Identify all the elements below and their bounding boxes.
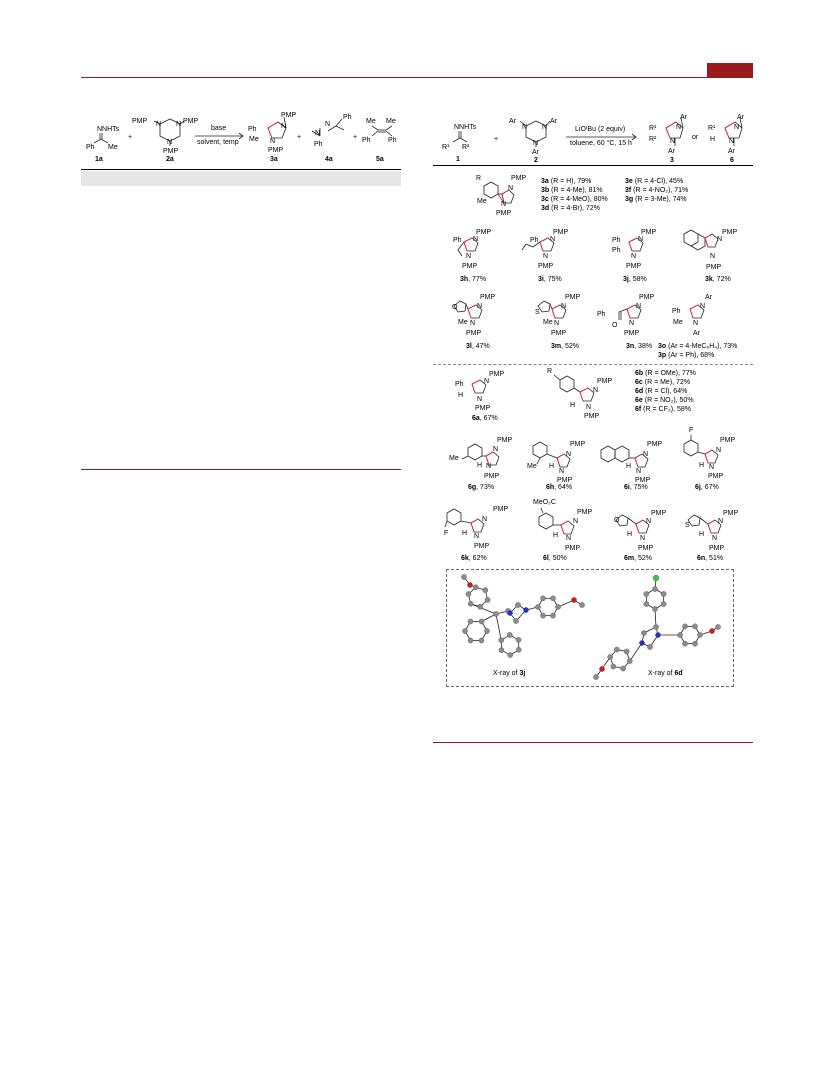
xray-atom	[682, 641, 687, 646]
table-header-row	[81, 171, 401, 186]
ester-label: MeO₂C	[533, 499, 556, 506]
xray-atom	[478, 604, 483, 609]
n-atom: N	[167, 139, 173, 146]
xray-atom	[540, 596, 545, 601]
xray-atom	[608, 654, 613, 659]
compound-label-1: 1	[456, 156, 460, 163]
pmp-label: PMP	[706, 264, 722, 271]
compound-caption: 3k, 72%	[705, 276, 731, 283]
me-label: Me	[366, 118, 376, 125]
structure-3k	[680, 226, 726, 266]
xray-atom	[516, 647, 521, 652]
pmp-label: PMP	[641, 229, 657, 236]
pmp-label: PMP	[489, 371, 505, 378]
hydrazone-group: NNHTs	[97, 126, 120, 133]
n-atom: N	[670, 138, 676, 145]
plus-sign: +	[128, 134, 133, 141]
ph-label: Ph	[530, 237, 539, 244]
n-atom: N	[709, 464, 715, 471]
compound-caption: 6n, 51%	[697, 555, 724, 562]
structure-3i	[520, 232, 564, 264]
pmp-label: PMP	[647, 441, 663, 448]
sulfur-atom: S	[685, 522, 690, 529]
r1-label: R¹	[649, 125, 657, 132]
ph-label: Ph	[612, 237, 621, 244]
xray-atom	[697, 632, 702, 637]
xray-atom	[644, 591, 649, 596]
xray-atom	[677, 632, 682, 637]
compound-caption: 6g, 73%	[468, 484, 495, 491]
r2-label: R²	[462, 144, 470, 151]
note-line: 3p (Ar = Ph), 68%	[658, 352, 715, 359]
ar-label: Ar	[680, 114, 687, 121]
n-atom: N	[631, 253, 637, 260]
xray-atom	[468, 638, 473, 643]
r1-label: R¹	[708, 125, 716, 132]
pmp-label: PMP	[624, 330, 640, 337]
table-top-rule	[81, 169, 401, 170]
series3-note: 3e (R = 4-Cl), 45%	[625, 178, 684, 185]
n-atom: N	[543, 253, 549, 260]
ar-label: Ar	[705, 294, 712, 301]
h-label: H	[699, 462, 705, 469]
series3-note-list	[541, 177, 608, 213]
pmp-label: PMP	[183, 118, 199, 125]
n-atom: N	[643, 451, 649, 458]
xray-atom	[639, 640, 644, 645]
xray-atom	[507, 632, 512, 637]
xray-atom	[682, 624, 687, 629]
plus-sign: +	[494, 136, 499, 143]
n-atom: N	[729, 138, 735, 145]
compound-caption: 3n, 38%	[626, 343, 653, 350]
n-atom: N	[542, 124, 548, 131]
xray-atom	[624, 649, 629, 654]
n-atom: N	[593, 387, 599, 394]
xray-atom	[653, 624, 658, 629]
sulfur-atom: S	[535, 309, 540, 316]
series3-note: 3b (R = 4-Me), 81%	[541, 187, 603, 194]
xray-atom	[627, 658, 632, 663]
compound-caption: 6l, 50%	[543, 555, 567, 562]
xray-atom	[484, 628, 489, 633]
n-atom: N	[710, 253, 716, 260]
compound-caption: 6i, 75%	[624, 484, 648, 491]
h-label: H	[553, 532, 559, 539]
xray-structures	[446, 569, 734, 687]
h-label: H	[458, 392, 464, 399]
pmp-label: PMP	[597, 378, 613, 385]
xray-atom	[579, 602, 584, 607]
n-atom: N	[734, 124, 740, 131]
ph-label: Ph	[362, 137, 371, 144]
pmp-label: PMP	[708, 473, 724, 480]
xray-atom	[466, 591, 471, 596]
h-label: H	[626, 463, 632, 470]
compound-caption: 6m, 52%	[624, 555, 653, 562]
ph-label: Ph	[343, 114, 352, 121]
series6-note: 6b (R = OMe), 77%	[635, 370, 696, 377]
ph-label: Ph	[672, 308, 681, 315]
ph-label: Ph	[388, 137, 397, 144]
compound-label-6: 6	[730, 157, 734, 164]
pmp-label: PMP	[268, 147, 284, 154]
n-atom: N	[554, 320, 560, 327]
xray-atom	[571, 597, 576, 602]
xray-atom	[499, 648, 504, 653]
fluorine-label: F	[689, 427, 694, 434]
series6-note: 6d (R = Cl), 64%	[635, 388, 688, 395]
pmp-label: PMP	[557, 477, 573, 484]
n-atom: N	[700, 303, 706, 310]
n-atom: N	[533, 140, 539, 147]
xray-atom	[483, 588, 488, 593]
n-atom: N	[281, 123, 287, 130]
h-label: H	[570, 402, 576, 409]
structure-6k	[441, 505, 493, 545]
h-label: H	[699, 531, 705, 538]
pmp-label: PMP	[722, 229, 738, 236]
n-atom: N	[156, 121, 162, 128]
xray-atom	[652, 606, 657, 611]
n-atom: N	[566, 535, 572, 542]
series3-note: 3a (R = H), 79%	[541, 178, 592, 185]
n-atom: N	[486, 463, 492, 470]
compound-caption: 3h, 77%	[460, 276, 487, 283]
n-atom: N	[470, 320, 476, 327]
section-divider	[433, 742, 753, 743]
xray-atom	[479, 619, 484, 624]
me-label: Me	[477, 198, 487, 205]
xray-atom	[621, 666, 626, 671]
plus-sign: +	[353, 134, 358, 141]
xray-atom	[473, 585, 478, 590]
xray-atom	[593, 674, 598, 679]
xray-atom	[644, 601, 649, 606]
n-atom: N	[477, 396, 483, 403]
ph-label: Ph	[248, 126, 257, 133]
xray-atom	[653, 575, 659, 581]
pmp-label: PMP	[553, 229, 569, 236]
pmp-label: PMP	[639, 294, 655, 301]
me-label: Me	[386, 118, 396, 125]
compound-caption: 3l, 47%	[466, 343, 490, 350]
pmp-label: PMP	[551, 330, 567, 337]
n-atom: N	[640, 535, 646, 542]
pmp-label: PMP	[626, 263, 642, 270]
n-atom: N	[693, 320, 699, 327]
pmp-label: PMP	[493, 506, 509, 513]
xray-atom	[508, 652, 513, 657]
ar-label: Ar	[550, 118, 557, 125]
n-atom: N	[559, 468, 565, 475]
pmp-label: PMP	[565, 545, 581, 552]
n-atom: N	[501, 201, 507, 208]
series3-note: 3g (R = 3-Me), 74%	[625, 196, 687, 203]
series3-note: 3d (R = 4-Br), 72%	[541, 205, 600, 212]
pmp-label: PMP	[475, 405, 491, 412]
n-atom: N	[636, 468, 642, 475]
pmp-label: PMP	[480, 294, 496, 301]
xray-atom	[647, 644, 652, 649]
pmp-label: PMP	[565, 294, 581, 301]
pmp-label: PMP	[462, 263, 478, 270]
n-atom: N	[522, 124, 528, 131]
me-label: Me	[543, 319, 553, 326]
xray-caption-3j: X-ray of 3j	[493, 670, 526, 677]
me-label: Me	[108, 144, 118, 151]
compound-label-3: 3	[670, 157, 674, 164]
n-atom: N	[325, 121, 331, 128]
ph-label: Ph	[314, 141, 323, 148]
section-divider-dashed	[433, 364, 753, 365]
compound-label-2a: 2a	[166, 156, 174, 163]
xray-caption-6d: X-ray of 6d	[648, 670, 683, 677]
series3-note: 3f (R = 4-NO₂), 71%	[625, 187, 689, 194]
compound-label-4a: 4a	[325, 156, 333, 163]
ar-label: Ar	[728, 148, 735, 155]
pmp-label: PMP	[570, 441, 586, 448]
h-label: H	[549, 463, 555, 470]
ph-label: Ph	[453, 237, 462, 244]
compound-caption: 3i, 75%	[538, 276, 562, 283]
series6-note: 6c (R = Me), 72%	[635, 379, 691, 386]
n-atom: N	[550, 236, 556, 243]
structure-6m	[612, 510, 656, 546]
ph-label: Ph	[612, 247, 621, 254]
xray-atom	[479, 638, 484, 643]
oxygen-atom: O	[452, 304, 458, 311]
me-label: Me	[249, 136, 259, 143]
h-label: H	[462, 530, 468, 537]
n-atom: N	[566, 451, 572, 458]
me-label: Me	[673, 319, 683, 326]
fluorine-label: F	[444, 530, 449, 537]
xray-atom	[692, 624, 697, 629]
xray-atom	[652, 586, 657, 591]
oxygen-atom: O	[612, 322, 618, 329]
arrow-top-text: LiOᵗBu (2 equiv)	[575, 126, 626, 133]
series3-note-list	[625, 177, 688, 204]
r-label: R	[476, 175, 482, 182]
n-atom: N	[477, 303, 483, 310]
xray-atom	[515, 602, 520, 607]
pmp-label: PMP	[497, 437, 513, 444]
r-label: R	[547, 368, 553, 375]
xray-atom	[599, 666, 604, 671]
n-atom: N	[473, 236, 479, 243]
n-atom: N	[315, 130, 321, 137]
series6-note-list	[635, 369, 696, 414]
ph-label: Ph	[455, 381, 464, 388]
compound-3op-notes	[658, 342, 737, 360]
plus-sign: +	[297, 134, 302, 141]
h-label: H	[710, 136, 716, 143]
page-number-tab	[707, 63, 753, 77]
n-atom: N	[573, 518, 579, 525]
pmp-label: PMP	[709, 545, 725, 552]
hydrazone-group: NNHTs	[454, 124, 477, 131]
n-atom: N	[716, 447, 722, 454]
n-atom: N	[676, 124, 682, 131]
n-atom: N	[482, 516, 488, 523]
xray-bond	[496, 614, 501, 640]
xray-atom	[540, 613, 545, 618]
structure-6n	[684, 510, 728, 546]
n-atom: N	[717, 236, 723, 243]
pmp-label: PMP	[281, 112, 297, 119]
series3-note: 3c (R = 4-MeO), 80%	[541, 196, 608, 203]
arrow-bottom-text: toluene, 60 °C, 15 h	[570, 140, 632, 147]
pmp-label: PMP	[577, 509, 593, 516]
n-atom: N	[508, 185, 514, 192]
ar-label: Ar	[737, 114, 744, 121]
xray-atom	[655, 632, 660, 637]
n-atom: N	[636, 303, 642, 310]
n-atom: N	[638, 236, 644, 243]
ar-label: Ar	[668, 148, 675, 155]
n-atom: N	[484, 378, 490, 385]
xray-atom	[461, 574, 466, 579]
pmp-label: PMP	[635, 477, 651, 484]
compound-label-5a: 5a	[376, 156, 384, 163]
n-atom: N	[646, 518, 652, 525]
xray-atom	[467, 582, 472, 587]
xray-atom	[661, 591, 666, 596]
xray-bond	[471, 604, 496, 614]
arrow-top-text: base	[211, 125, 227, 132]
compound-caption: 6k, 62%	[461, 555, 487, 562]
compound-caption: 3m, 52%	[551, 343, 580, 350]
xray-bond	[630, 643, 642, 661]
xray-atom	[661, 601, 666, 606]
ar-label: Ar	[532, 149, 539, 156]
pmp-label: PMP	[720, 437, 736, 444]
pmp-label: PMP	[474, 543, 490, 550]
pmp-label: PMP	[538, 263, 554, 270]
ar-label: Ar	[509, 118, 516, 125]
arrow-bottom-text: solvent, temp	[197, 139, 239, 146]
xray-atom	[493, 611, 498, 616]
r1-label: R¹	[442, 144, 450, 151]
h-label: H	[477, 462, 483, 469]
note-line: 3o (Ar = 4-MeC₆H₄), 73%	[658, 343, 738, 350]
xray-atom	[611, 664, 616, 669]
xray-atom	[485, 597, 490, 602]
structure-3a	[258, 112, 297, 150]
compound-caption: 6h, 64%	[546, 484, 573, 491]
xray-atom	[462, 628, 467, 633]
section-divider	[81, 469, 401, 470]
n-atom: N	[712, 535, 718, 542]
n-atom: N	[718, 518, 724, 525]
xray-atom	[692, 641, 697, 646]
pmp-label: PMP	[466, 330, 482, 337]
xray-atom	[499, 638, 504, 643]
pmp-label: PMP	[584, 413, 600, 420]
r2-label: R²	[649, 136, 657, 143]
n-atom: N	[586, 404, 592, 411]
compound-caption: 3j, 58%	[623, 276, 647, 283]
xray-atom	[523, 607, 528, 612]
me-label: Me	[458, 319, 468, 326]
pmp-label: PMP	[132, 118, 148, 125]
ph-label: Ph	[597, 311, 606, 318]
or-text: or	[692, 134, 699, 141]
n-atom: N	[561, 303, 567, 310]
compound-label-3a: 3a	[270, 156, 278, 163]
oxygen-atom: O	[614, 517, 620, 524]
ph-label: Ph	[86, 144, 95, 151]
xray-atom	[641, 630, 646, 635]
series6-note: 6f (R = CF₃), 58%	[635, 406, 691, 413]
xray-atom	[516, 637, 521, 642]
xray-atom	[614, 647, 619, 652]
xray-atom	[715, 624, 720, 629]
n-atom: N	[493, 446, 499, 453]
compound-label-1a: 1a	[95, 156, 103, 163]
xray-atom	[468, 619, 473, 624]
xray-atom	[550, 613, 555, 618]
scheme-rule	[433, 165, 753, 166]
pmp-label: PMP	[484, 473, 500, 480]
structure-1	[446, 131, 476, 147]
xray-atom	[507, 610, 512, 615]
structure-6g	[458, 438, 502, 478]
compound-caption: 6j, 67%	[695, 484, 719, 491]
xray-atom	[513, 618, 518, 623]
n-atom: N	[270, 138, 276, 145]
xray-atom	[709, 628, 714, 633]
n-atom: N	[466, 253, 472, 260]
pmp-label: PMP	[496, 210, 512, 217]
ar-label: Ar	[693, 330, 700, 337]
me-label: Me	[449, 455, 459, 462]
xray-atom	[468, 601, 473, 606]
h-label: H	[627, 531, 633, 538]
pmp-label: PMP	[511, 175, 527, 182]
n-atom: N	[474, 533, 480, 540]
xray-atom	[555, 604, 560, 609]
compound-label-2: 2	[534, 157, 538, 164]
series6-note: 6e (R = NO₂), 50%	[635, 397, 694, 404]
compound-caption: 6a, 67%	[472, 415, 498, 422]
pmp-label: PMP	[638, 545, 654, 552]
xray-atom	[535, 604, 540, 609]
header-rule	[81, 77, 753, 78]
pmp-label: PMP	[476, 229, 492, 236]
me-label: Me	[527, 463, 537, 470]
n-atom: N	[629, 320, 635, 327]
n-atom: N	[176, 121, 182, 128]
pmp-label: PMP	[651, 510, 667, 517]
pmp-label: PMP	[163, 148, 179, 155]
pmp-label: PMP	[723, 510, 739, 517]
xray-atom	[550, 596, 555, 601]
